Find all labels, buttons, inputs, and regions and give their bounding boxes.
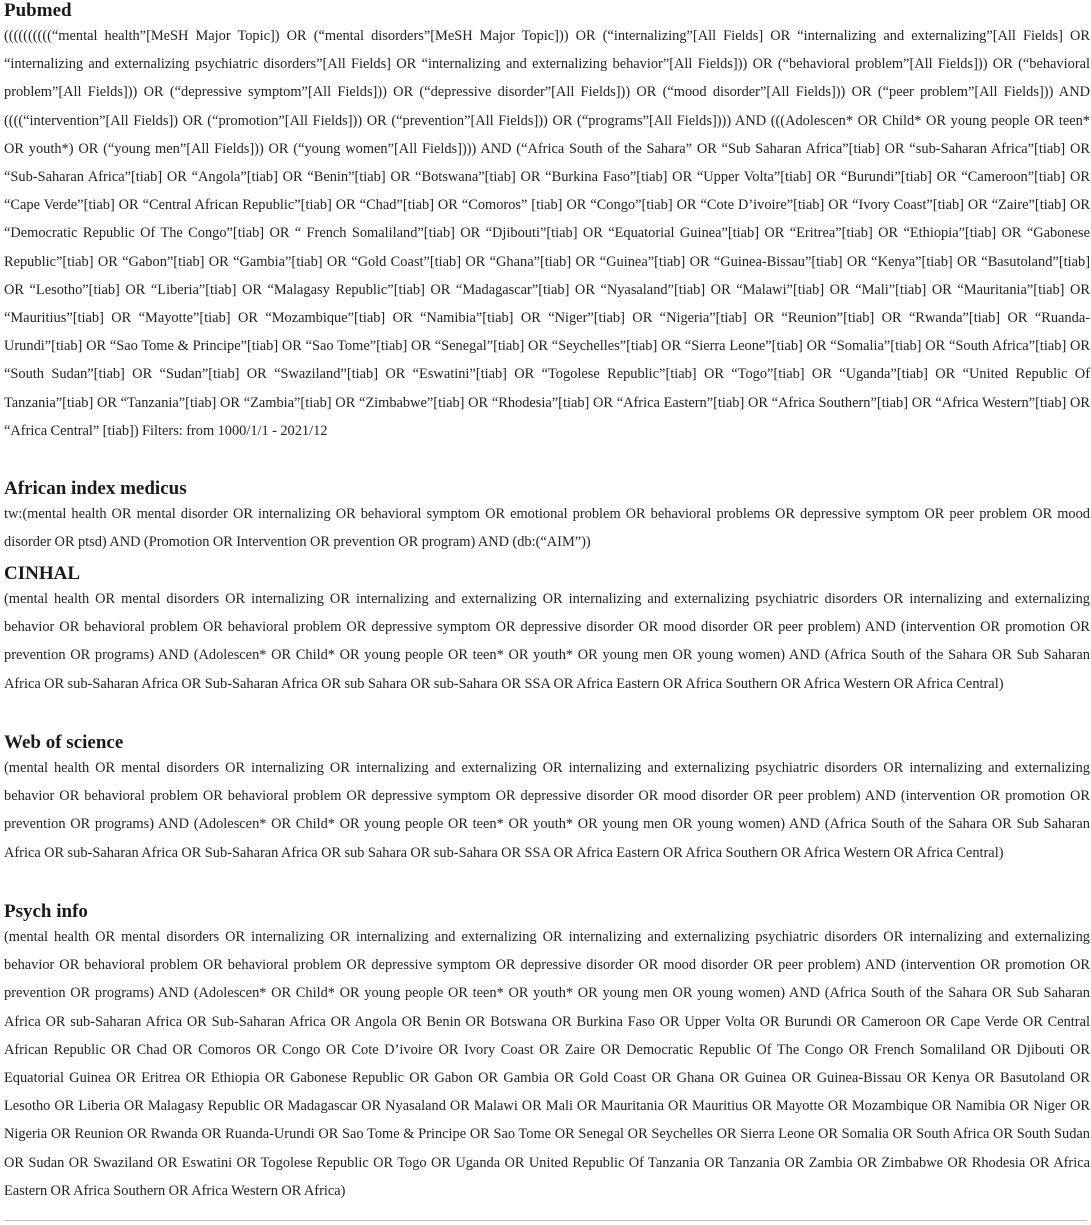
section-psych-info: [4, 901, 1090, 1223]
section-title: Pubmed: [4, 0, 72, 21]
search-query-text: (mental health OR mental disorders OR internalizing OR internalizing and externalizing OR internalizing and externalizing psychiatric disorders OR internalizing and externalizing behavior OR behavioral problem OR behavioral problem OR depressive symptom OR depressive disorder OR mood disorder OR peer problem) AND (intervention OR promotion OR prevention OR programs) AND (Adolescen* OR Child* OR young people OR teen* OR youth* OR young men OR young women) AND (Africa South of the Sahara OR Sub Saharan Africa OR sub-Saharan Africa OR Sub-Saharan Africa OR sub Sahara OR sub-Sahara OR SSA OR Africa Eastern OR Africa Southern OR Africa Western OR Africa Central): [4, 760, 1090, 861]
search-query-text: tw:(mental health OR mental disorder OR internalizing OR behavioral symptom OR emotional problem OR behavioral problems OR depressive symptom OR peer problem OR mood disorder OR ptsd) AND (Promotion OR Intervention OR prevention OR program) AND (db:(“AIM”)): [4, 506, 1090, 551]
section-title: African index medicus: [4, 478, 187, 499]
section-pubmed: [4, 0, 1090, 478]
section-title: Web of science: [4, 732, 124, 753]
section-cinhal: [4, 563, 1090, 732]
section-title: CINHAL: [4, 563, 81, 584]
search-query-text: ((((((((((“mental health”[MeSH Major Topic]) OR (“mental disorders”[MeSH Major Topic])) OR (“internalizing”[All Fields] OR “internalizing and externalizing”[All Fields] OR “internalizing and externalizing psychiatric disorders”[All Fields] OR “internalizing and externalizing behavior”[All Fields])) OR (“behavioral problem”[All Fields])) OR (“behavioral problem”[All Fields])) OR (“depressive symptom”[All Fields])) OR (“depressive disorder”[All Fields])) OR (“mood disorder”[All Fields])) OR (“peer problem”[All Fields])) AND ((((“intervention”[All Fields]) OR (“promotion”[All Fields])) OR (“prevention”[All Fields])) OR (“programs”[All Fields]))) AND (((Adolescen* OR Child* OR young people OR teen* OR youth*) OR (“young men”[All Fields])) OR (“young women”[All Fields]))) AND (“Africa South of the Sahara” OR “Sub Saharan Africa”[tiab] OR “sub-Saharan Africa”[tiab] OR “Sub-Saharan Africa”[tiab] OR “Angola”[tiab] OR “Benin”[tiab] OR “Botswana”[tiab] OR “Burkina Faso”[tiab] OR “Upper Volta”[tiab] OR “Burundi”[tiab] OR “Cameroon”[tiab] OR “Cape Verde”[tiab] OR “Central African Republic”[tiab] OR “Chad”[tiab] OR “Comoros” [tiab] OR “Congo”[tiab] OR “Cote D’ivoire”[tiab] OR “Ivory Coast”[tiab] OR “Zaire”[tiab] OR “Democratic Republic Of The Congo”[tiab] OR “ French Somaliland”[tiab] OR “Djibouti”[tiab] OR “Equatorial Guinea”[tiab] OR “Eritrea”[tiab] OR “Ethiopia”[tiab] OR “Gabonese Republic”[tiab] OR “Gabon”[tiab] OR “Gambia”[tiab] OR “Gold Coast”[tiab] OR “Ghana”[tiab] OR “Guinea”[tiab] OR “Guinea-Bissau”[tiab] OR “Kenya”[tiab] OR “Basutoland”[tiab] OR “Lesotho”[tiab] OR “Liberia”[tiab] OR “Malagasy Republic”[tiab] OR “Madagascar”[tiab] OR “Nyasaland”[tiab] OR “Malawi”[tiab] OR “Mali”[tiab] OR “Mauritania”[tiab] OR “Mauritius”[tiab] OR “Mayotte”[tiab] OR “Mozambique”[tiab] OR “Namibia”[tiab] OR “Niger”[tiab] OR “Nigeria”[tiab] OR “Reunion”[tiab] OR “Rwanda”[tiab] OR “Ruanda-Urundi”[tiab] OR “Sao Tome & Principe”[tiab] OR “Sao Tome”[tiab] OR “Senegal”[tiab] OR “Seychelles”[tiab] OR “Sierra Leone”[tiab] OR “Somalia”[tiab] OR “South Africa”[tiab] OR “South Sudan”[tiab] OR “Sudan”[tiab] OR “Swaziland”[tiab] OR “Eswatini”[tiab] OR “Togolese Republic”[tiab] OR “Togo”[tiab] OR “Uganda”[tiab] OR “United Republic Of Tanzania”[tiab] OR “Tanzania”[tiab] OR “Zambia”[tiab] OR “Zimbabwe”[tiab] OR “Rhodesia”[tiab] OR “Africa Eastern”[tiab] OR “Africa Southern”[tiab] OR “Africa Western”[tiab] OR “Africa Central” [tiab]) Filters: from 1000/1/1 - 2021/12: [4, 28, 1090, 439]
search-query-text: (mental health OR mental disorders OR internalizing OR internalizing and externalizing OR internalizing and externalizing psychiatric disorders OR internalizing and externalizing behavior OR behavioral problem OR behavioral problem OR depressive symptom OR depressive disorder OR mood disorder OR peer problem) AND (intervention OR promotion OR prevention OR programs) AND (Adolescen* OR Child* OR young people OR teen* OR youth* OR young men OR young women) AND (Africa South of the Sahara OR Sub Saharan Africa OR sub-Saharan Africa OR Sub-Saharan Africa OR sub Sahara OR sub-Sahara OR SSA OR Africa Eastern OR Africa Southern OR Africa Western OR Africa Central): [4, 591, 1090, 692]
bottom-divider: [4, 1220, 1087, 1221]
search-query-text: (mental health OR mental disorders OR internalizing OR internalizing and externalizing OR internalizing and externalizing psychiatric disorders OR internalizing and externalizing behavior OR behavioral problem OR behavioral problem OR depressive symptom OR depressive disorder OR mood disorder OR peer problem) AND (intervention OR promotion OR prevention OR programs) AND (Adolescen* OR Child* OR young people OR teen* OR youth* OR young men OR young women) AND (Africa South of the Sahara OR Sub Saharan Africa OR sub-Saharan Africa OR Sub-Saharan Africa OR Angola OR Benin OR Botswana OR Burkina Faso OR Upper Volta OR Burundi OR Cameroon OR Cape Verde OR Central African Republic OR Chad OR Comoros OR Congo OR Cote D’ivoire OR Ivory Coast OR Zaire OR Democratic Republic Of The Congo OR French Somaliland OR Djibouti OR Equatorial Guinea OR Eritrea OR Ethiopia OR Gabonese Republic OR Gabon OR Gambia OR Gold Coast OR Ghana OR Guinea OR Guinea-Bissau OR Kenya OR Basutoland OR Lesotho OR Liberia OR Malagasy Republic OR Madagascar OR Nyasaland OR Malawi OR Mali OR Mauritania OR Mauritius OR Mayotte OR Mozambique OR Namibia OR Niger OR Nigeria OR Reunion OR Rwanda OR Ruanda-Urundi OR Sao Tome & Principe OR Sao Tome OR Senegal OR Seychelles OR Sierra Leone OR Somalia OR South Africa OR South Sudan OR Sudan OR Swaziland OR Eswatini OR Togolese Republic OR Togo OR Uganda OR United Republic Of Tanzania OR Tanzania OR Zambia OR Zimbabwe OR Rhodesia OR Africa Eastern OR Africa Southern OR Africa Western OR Africa): [4, 929, 1090, 1199]
section-title: Psych info: [4, 901, 88, 922]
section-web-of-science: [4, 732, 1090, 901]
search-strategy-list: [4, 0, 1090, 1223]
section-african-index-medicus: [4, 478, 1090, 563]
